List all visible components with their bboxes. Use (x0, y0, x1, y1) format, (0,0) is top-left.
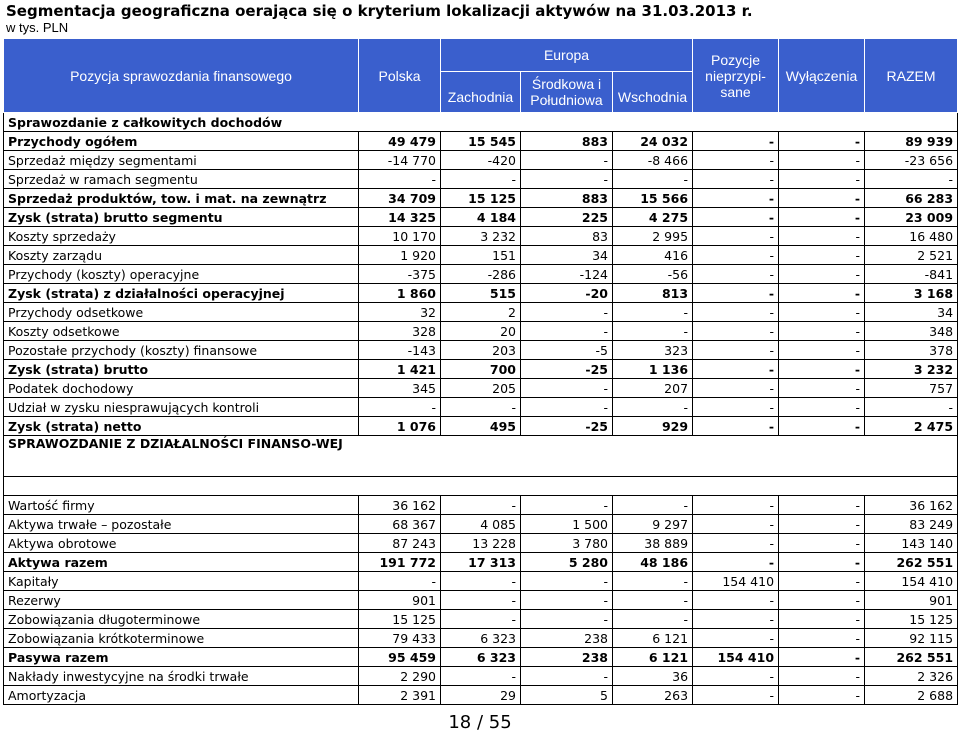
cell-value: - (693, 417, 779, 436)
table-row (4, 496, 958, 515)
spacer-cell (4, 477, 958, 496)
row-label: Sprzedaż między segmentami (4, 151, 359, 170)
cell-value: 15 545 (441, 132, 521, 151)
cell-value: -23 656 (865, 151, 958, 170)
cell-value: - (441, 496, 521, 515)
cell-value: 3 168 (865, 284, 958, 303)
cell-value: -420 (441, 151, 521, 170)
cell-value: - (521, 170, 613, 189)
row-label: Zysk (strata) brutto segmentu (4, 208, 359, 227)
row-label: Podatek dochodowy (4, 379, 359, 398)
cell-value: - (693, 151, 779, 170)
cell-value: - (779, 610, 865, 629)
cell-value: - (693, 284, 779, 303)
table-row (4, 553, 958, 572)
table-row (4, 227, 958, 246)
row-label: Sprzedaż w ramach segmentu (4, 170, 359, 189)
cell-value: 154 410 (865, 572, 958, 591)
cell-value: - (521, 303, 613, 322)
table-row (4, 132, 958, 151)
cell-value: - (779, 398, 865, 417)
header-zachodnia: Zachodnia (441, 72, 521, 113)
cell-value: 207 (613, 379, 693, 398)
cell-value: - (441, 667, 521, 686)
cell-value: - (521, 667, 613, 686)
cell-value: 48 186 (613, 553, 693, 572)
table-row (4, 591, 958, 610)
row-label: Koszty sprzedaży (4, 227, 359, 246)
cell-value: 17 313 (441, 553, 521, 572)
cell-value: - (779, 208, 865, 227)
cell-value: - (779, 417, 865, 436)
table-row (4, 265, 958, 284)
table-row (4, 686, 958, 705)
cell-value: - (441, 572, 521, 591)
table-row (4, 534, 958, 553)
cell-value: - (693, 170, 779, 189)
cell-value: 154 410 (693, 648, 779, 667)
table-row (4, 360, 958, 379)
cell-value: 15 125 (359, 610, 441, 629)
cell-value: - (693, 610, 779, 629)
cell-value: 9 297 (613, 515, 693, 534)
cell-value: - (779, 648, 865, 667)
cell-value: 34 709 (359, 189, 441, 208)
cell-value: - (441, 170, 521, 189)
row-label: Amortyzacja (4, 686, 359, 705)
cell-value: - (693, 303, 779, 322)
cell-value: - (779, 572, 865, 591)
cell-value: 3 232 (865, 360, 958, 379)
cell-value: 203 (441, 341, 521, 360)
cell-value: - (521, 572, 613, 591)
cell-value: 79 433 (359, 629, 441, 648)
cell-value: -25 (521, 417, 613, 436)
cell-value: - (521, 398, 613, 417)
cell-value: 4 085 (441, 515, 521, 534)
cell-value: 2 521 (865, 246, 958, 265)
cell-value: 813 (613, 284, 693, 303)
cell-value: - (779, 379, 865, 398)
cell-value: 36 (613, 667, 693, 686)
table-row (4, 398, 958, 417)
row-label: Aktywa razem (4, 553, 359, 572)
cell-value: - (521, 610, 613, 629)
cell-value: - (779, 284, 865, 303)
cell-value: - (613, 610, 693, 629)
cell-value: - (693, 398, 779, 417)
header-europa: Europa (441, 39, 693, 72)
row-label: Zobowiązania długoterminowe (4, 610, 359, 629)
cell-value: - (693, 360, 779, 379)
cell-value: - (693, 265, 779, 284)
section-row (4, 113, 958, 132)
cell-value: - (521, 496, 613, 515)
cell-value: -841 (865, 265, 958, 284)
cell-value: -5 (521, 341, 613, 360)
cell-value: - (693, 341, 779, 360)
cell-value: 15 125 (441, 189, 521, 208)
cell-value: - (441, 398, 521, 417)
row-label: Aktywa trwałe – pozostałe (4, 515, 359, 534)
cell-value: 20 (441, 322, 521, 341)
cell-value: - (779, 170, 865, 189)
cell-value: - (779, 496, 865, 515)
row-label: Pasywa razem (4, 648, 359, 667)
unit-label: w tys. PLN (6, 20, 69, 35)
cell-value: 32 (359, 303, 441, 322)
cell-value: 95 459 (359, 648, 441, 667)
cell-value: - (693, 515, 779, 534)
cell-value: - (613, 572, 693, 591)
header-wylaczenia: Wyłączenia (779, 39, 865, 113)
section-title: Sprawozdanie z całkowitych dochodów (4, 113, 958, 132)
row-label: Koszty zarządu (4, 246, 359, 265)
cell-value: 15 566 (613, 189, 693, 208)
cell-value: - (441, 591, 521, 610)
header-wschodnia: Wschodnia (613, 72, 693, 113)
row-label: Rezerwy (4, 591, 359, 610)
cell-value: - (779, 189, 865, 208)
cell-value: 154 410 (693, 572, 779, 591)
cell-value: - (779, 667, 865, 686)
table-row (4, 610, 958, 629)
cell-value: 83 (521, 227, 613, 246)
cell-value: 36 162 (865, 496, 958, 515)
cell-value: 262 551 (865, 553, 958, 572)
cell-value: 205 (441, 379, 521, 398)
cell-value: 262 551 (865, 648, 958, 667)
cell-value: 263 (613, 686, 693, 705)
cell-value: - (693, 629, 779, 648)
row-label: Zobowiązania krótkoterminowe (4, 629, 359, 648)
cell-value: - (613, 170, 693, 189)
cell-value: 34 (521, 246, 613, 265)
cell-value: 1 920 (359, 246, 441, 265)
cell-value: 3 780 (521, 534, 613, 553)
cell-value: 191 772 (359, 553, 441, 572)
cell-value: - (779, 534, 865, 553)
cell-value: - (441, 610, 521, 629)
table-row (4, 303, 958, 322)
cell-value: 345 (359, 379, 441, 398)
cell-value: - (693, 227, 779, 246)
cell-value: 883 (521, 189, 613, 208)
cell-value: - (359, 572, 441, 591)
cell-value: 6 323 (441, 648, 521, 667)
cell-value: - (779, 360, 865, 379)
cell-value: - (693, 686, 779, 705)
cell-value: 4 275 (613, 208, 693, 227)
cell-value: 225 (521, 208, 613, 227)
cell-value: 15 125 (865, 610, 958, 629)
header-position: Pozycja sprawozdania finansowego (4, 39, 359, 113)
cell-value: 2 (441, 303, 521, 322)
cell-value: - (693, 496, 779, 515)
segment-table (3, 38, 958, 705)
cell-value: 3 232 (441, 227, 521, 246)
section-row (4, 436, 958, 477)
table-row (4, 379, 958, 398)
cell-value: - (613, 398, 693, 417)
cell-value: 495 (441, 417, 521, 436)
cell-value: 6 121 (613, 629, 693, 648)
cell-value: 901 (359, 591, 441, 610)
cell-value: - (779, 686, 865, 705)
cell-value: 151 (441, 246, 521, 265)
cell-value: -124 (521, 265, 613, 284)
row-label: Udział w zysku niesprawujących kontroli (4, 398, 359, 417)
row-label: Zysk (strata) brutto (4, 360, 359, 379)
row-label: Kapitały (4, 572, 359, 591)
cell-value: - (613, 303, 693, 322)
cell-value: - (521, 379, 613, 398)
row-label: Przychody (koszty) operacyjne (4, 265, 359, 284)
cell-value: 700 (441, 360, 521, 379)
cell-value: - (779, 227, 865, 246)
table-row (4, 170, 958, 189)
cell-value: - (521, 151, 613, 170)
cell-value: - (521, 591, 613, 610)
cell-value: 1 421 (359, 360, 441, 379)
table-row (4, 572, 958, 591)
cell-value: - (693, 132, 779, 151)
cell-value: - (359, 170, 441, 189)
cell-value: - (779, 322, 865, 341)
cell-value: 328 (359, 322, 441, 341)
spacer-row (4, 477, 958, 496)
row-label: Nakłady inwestycyjne na środki trwałe (4, 667, 359, 686)
cell-value: 883 (521, 132, 613, 151)
cell-value: 13 228 (441, 534, 521, 553)
cell-value: - (779, 629, 865, 648)
cell-value: 14 325 (359, 208, 441, 227)
table-row (4, 284, 958, 303)
cell-value: -8 466 (613, 151, 693, 170)
row-label: Wartość firmy (4, 496, 359, 515)
cell-value: -25 (521, 360, 613, 379)
cell-value: 16 480 (865, 227, 958, 246)
cell-value: - (693, 379, 779, 398)
cell-value: - (779, 265, 865, 284)
cell-value: 1 860 (359, 284, 441, 303)
table-row (4, 341, 958, 360)
cell-value: - (693, 208, 779, 227)
header-razem: RAZEM (865, 39, 958, 113)
table-row (4, 189, 958, 208)
cell-value: - (779, 591, 865, 610)
cell-value: 68 367 (359, 515, 441, 534)
cell-value: - (693, 591, 779, 610)
table-row (4, 417, 958, 436)
row-label: Przychody odsetkowe (4, 303, 359, 322)
cell-value: 1 076 (359, 417, 441, 436)
row-label: Zysk (strata) netto (4, 417, 359, 436)
cell-value: - (779, 132, 865, 151)
cell-value: - (779, 341, 865, 360)
cell-value: -56 (613, 265, 693, 284)
cell-value: -20 (521, 284, 613, 303)
cell-value: - (779, 553, 865, 572)
cell-value: - (779, 151, 865, 170)
cell-value: 238 (521, 648, 613, 667)
cell-value: 24 032 (613, 132, 693, 151)
table-row (4, 208, 958, 227)
cell-value: - (613, 591, 693, 610)
cell-value: 5 (521, 686, 613, 705)
cell-value: 2 688 (865, 686, 958, 705)
cell-value: 515 (441, 284, 521, 303)
cell-value: - (779, 303, 865, 322)
cell-value: - (693, 534, 779, 553)
table-row (4, 246, 958, 265)
cell-value: 901 (865, 591, 958, 610)
cell-value: - (693, 322, 779, 341)
cell-value: -286 (441, 265, 521, 284)
cell-value: 4 184 (441, 208, 521, 227)
header-pozycje: Pozycje nieprzypi-sane (693, 39, 779, 113)
table-row (4, 151, 958, 170)
row-label: Zysk (strata) z działalności operacyjnej (4, 284, 359, 303)
page-title: Segmentacja geograficzna oerająca się o kryterium lokalizacji aktywów na 31.03.2013 r. (6, 2, 753, 20)
cell-value: 2 995 (613, 227, 693, 246)
cell-value: 416 (613, 246, 693, 265)
cell-value: 49 479 (359, 132, 441, 151)
header-polska: Polska (359, 39, 441, 113)
cell-value: 2 326 (865, 667, 958, 686)
cell-value: 238 (521, 629, 613, 648)
cell-value: 87 243 (359, 534, 441, 553)
cell-value: 143 140 (865, 534, 958, 553)
cell-value: - (865, 398, 958, 417)
cell-value: 1 500 (521, 515, 613, 534)
cell-value: 6 323 (441, 629, 521, 648)
section-title: SPRAWOZDANIE Z DZIAŁALNOŚCI FINANSO-WEJ (4, 436, 359, 477)
cell-value: 83 249 (865, 515, 958, 534)
cell-value: 36 162 (359, 496, 441, 515)
page-number: 18 / 55 (448, 712, 512, 733)
cell-value: 10 170 (359, 227, 441, 246)
row-label: Sprzedaż produktów, tow. i mat. na zewnątrz (4, 189, 359, 208)
row-label: Aktywa obrotowe (4, 534, 359, 553)
cell-value: 1 136 (613, 360, 693, 379)
cell-value: -375 (359, 265, 441, 284)
cell-value: 323 (613, 341, 693, 360)
cell-value: 6 121 (613, 648, 693, 667)
cell-value: 89 939 (865, 132, 958, 151)
cell-value: 378 (865, 341, 958, 360)
cell-value: - (779, 515, 865, 534)
table-row (4, 515, 958, 534)
cell-value: 757 (865, 379, 958, 398)
section-spacer (359, 436, 958, 477)
row-label: Przychody ogółem (4, 132, 359, 151)
cell-value: 66 283 (865, 189, 958, 208)
table-row (4, 667, 958, 686)
table-row (4, 648, 958, 667)
cell-value: 23 009 (865, 208, 958, 227)
row-label: Pozostałe przychody (koszty) finansowe (4, 341, 359, 360)
cell-value: - (865, 170, 958, 189)
cell-value: 34 (865, 303, 958, 322)
table-row (4, 629, 958, 648)
cell-value: - (521, 322, 613, 341)
cell-value: -14 770 (359, 151, 441, 170)
cell-value: 29 (441, 686, 521, 705)
cell-value: - (693, 553, 779, 572)
cell-value: - (779, 246, 865, 265)
cell-value: 5 280 (521, 553, 613, 572)
cell-value: - (613, 322, 693, 341)
cell-value: 2 290 (359, 667, 441, 686)
cell-value: 2 391 (359, 686, 441, 705)
cell-value: 92 115 (865, 629, 958, 648)
cell-value: - (693, 667, 779, 686)
cell-value: 38 889 (613, 534, 693, 553)
cell-value: 348 (865, 322, 958, 341)
table-row (4, 322, 958, 341)
cell-value: - (613, 496, 693, 515)
cell-value: 929 (613, 417, 693, 436)
cell-value: - (693, 189, 779, 208)
cell-value: - (693, 246, 779, 265)
cell-value: -143 (359, 341, 441, 360)
cell-value: 2 475 (865, 417, 958, 436)
header-srodkowa: Środkowa i Południowa (521, 72, 613, 113)
row-label: Koszty odsetkowe (4, 322, 359, 341)
cell-value: - (359, 398, 441, 417)
